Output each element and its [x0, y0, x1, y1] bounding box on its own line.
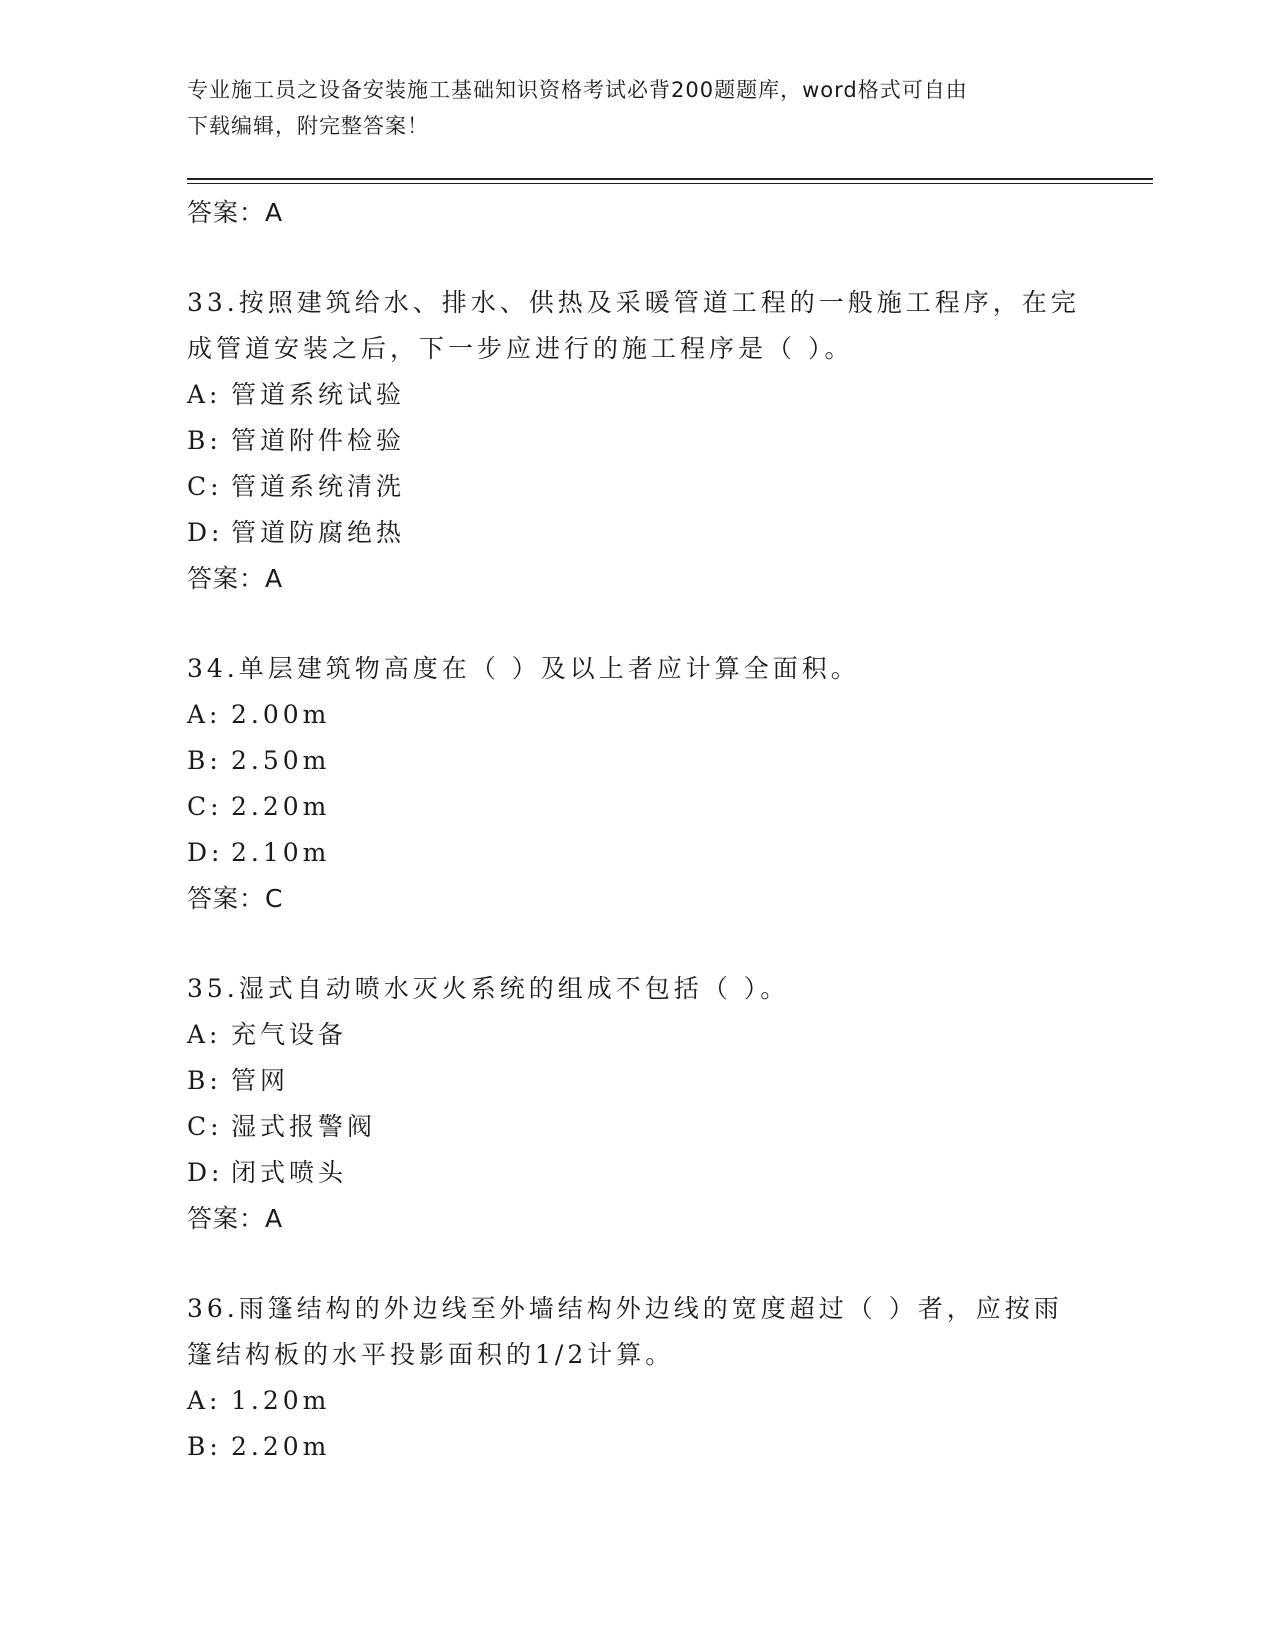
option-a — [187, 1012, 1087, 1058]
header-divider-thick — [187, 178, 1153, 180]
question-block — [187, 1286, 1087, 1470]
answer-line: 答案：A — [187, 564, 284, 593]
option-text: 2.50m — [231, 746, 331, 775]
option-b — [187, 1424, 1087, 1470]
option-c — [187, 464, 1087, 510]
option-letter: C: — [187, 472, 223, 501]
question-line: 篷结构板的水平投影面积的1/2计算。 — [187, 1340, 675, 1369]
previous-answer: 答案：A — [187, 198, 284, 227]
question-line: 成管道安装之后，下一步应进行的施工程序是（ ）。 — [187, 334, 854, 363]
option-a — [187, 1378, 1087, 1424]
option-letter: A: — [187, 1020, 222, 1049]
option-letter: B: — [187, 746, 222, 775]
option-letter: A: — [187, 380, 222, 409]
option-text: 充气设备 — [231, 1020, 348, 1049]
option-a — [187, 372, 1087, 418]
spacer — [187, 236, 1087, 280]
question-list — [187, 190, 1087, 1470]
option-letter: A: — [187, 700, 222, 729]
option-b — [187, 418, 1087, 464]
header-divider-thin — [187, 183, 1153, 184]
option-b — [187, 738, 1087, 784]
header-line-2: 下载编辑，附完整答案！ — [187, 114, 429, 138]
document-header — [187, 72, 1067, 144]
option-text: 湿式报警阀 — [231, 1112, 377, 1141]
question-text — [187, 1286, 1087, 1378]
option-d — [187, 830, 1087, 876]
spacer — [187, 922, 1087, 966]
option-text: 管网 — [231, 1066, 290, 1095]
option-d — [187, 1150, 1087, 1196]
spacer — [187, 1242, 1087, 1286]
option-text: 闭式喷头 — [231, 1158, 348, 1187]
question-block — [187, 966, 1087, 1242]
question-line: 34.单层建筑物高度在（ ）及以上者应计算全面积。 — [187, 654, 860, 683]
option-text: 管道附件检验 — [231, 426, 406, 455]
question-block — [187, 280, 1087, 602]
question-text — [187, 966, 1087, 1012]
option-letter: B: — [187, 1432, 222, 1461]
question-text — [187, 646, 1087, 692]
answer-line: 答案：A — [187, 1204, 284, 1233]
option-d — [187, 510, 1087, 556]
option-text: 管道系统清洗 — [231, 472, 406, 501]
option-letter: D: — [187, 1158, 224, 1187]
question-line: 35.湿式自动喷水灭火系统的组成不包括（ ）。 — [187, 974, 790, 1003]
header-line-1: 专业施工员之设备安装施工基础知识资格考试必背200题题库，word格式可自由 — [187, 78, 968, 102]
option-letter: D: — [187, 518, 224, 547]
option-c — [187, 784, 1087, 830]
option-c — [187, 1104, 1087, 1150]
answer-line: 答案：C — [187, 884, 284, 913]
option-text: 2.00m — [231, 700, 331, 729]
option-text: 管道系统试验 — [231, 380, 406, 409]
option-text: 2.10m — [231, 838, 331, 867]
question-line: 36.雨篷结构的外边线至外墙结构外边线的宽度超过（ ）者，应按雨 — [187, 1294, 1063, 1323]
option-letter: A: — [187, 1386, 222, 1415]
option-text: 1.20m — [231, 1386, 331, 1415]
question-block — [187, 646, 1087, 922]
question-line: 33.按照建筑给水、排水、供热及采暖管道工程的一般施工程序，在完 — [187, 288, 1080, 317]
question-text — [187, 280, 1087, 372]
option-letter: B: — [187, 426, 222, 455]
spacer — [187, 602, 1087, 646]
option-text: 2.20m — [231, 1432, 331, 1461]
option-letter: D: — [187, 838, 224, 867]
option-letter: C: — [187, 1112, 223, 1141]
option-b — [187, 1058, 1087, 1104]
option-a — [187, 692, 1087, 738]
option-text: 管道防腐绝热 — [231, 518, 406, 547]
option-text: 2.20m — [231, 792, 331, 821]
option-letter: C: — [187, 792, 223, 821]
option-letter: B: — [187, 1066, 222, 1095]
